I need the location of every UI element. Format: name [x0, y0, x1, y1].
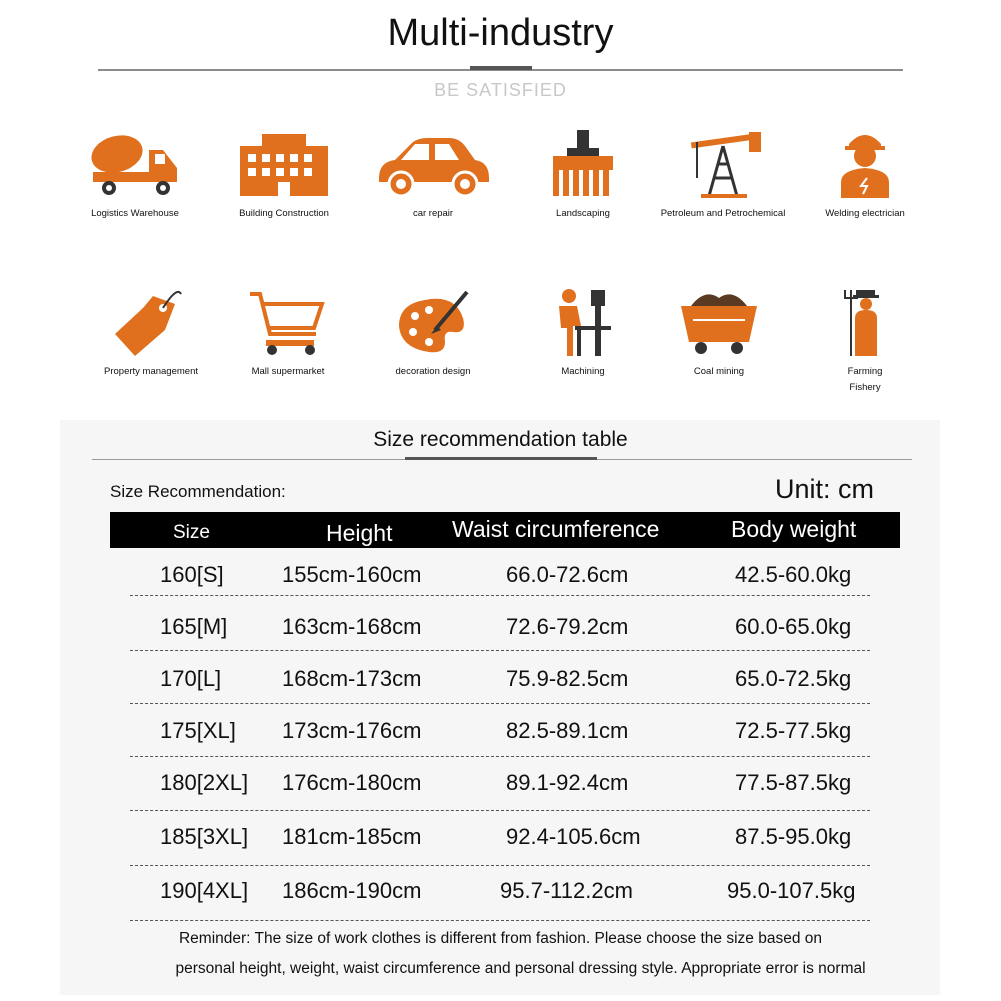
- industry-label: Petroleum and Petrochemical: [660, 208, 786, 219]
- cell-size: 190[4XL]: [160, 878, 249, 903]
- industry-item-logistics: [60, 128, 210, 222]
- cell-waist: 82.5-89.1cm: [506, 718, 629, 743]
- cell-height: 186cm-190cm: [282, 878, 422, 903]
- cement-truck-icon: [87, 128, 183, 200]
- farmer-icon: [817, 286, 913, 358]
- cell-weight: 60.0-65.0kg: [735, 614, 852, 639]
- drill-press-icon: [535, 286, 631, 358]
- cell-waist: 66.0-72.6cm: [506, 562, 629, 587]
- cell-height: 168cm-173cm: [282, 666, 422, 691]
- column-header-height: Height: [326, 520, 393, 546]
- row-divider: [130, 650, 870, 651]
- industry-item-welding: [790, 128, 940, 222]
- industry-label: Machining: [561, 366, 605, 377]
- industry-label: Property management: [104, 366, 198, 377]
- size-section-divider-accent: [405, 457, 597, 460]
- row-divider: [130, 756, 870, 757]
- size-section-title: Size recommendation table: [373, 428, 628, 451]
- industry-item-car-repair: [358, 128, 508, 222]
- cell-waist: 89.1-92.4cm: [506, 770, 629, 795]
- cell-height: 176cm-180cm: [282, 770, 422, 795]
- industry-item-coal-mining: [644, 286, 794, 380]
- oil-pump-icon: [675, 128, 771, 200]
- shopping-cart-icon: [240, 286, 336, 358]
- table-row: [130, 760, 870, 812]
- industry-label: Mall supermarket: [251, 366, 325, 377]
- industry-item-mall: [213, 286, 363, 380]
- cell-weight: 42.5-60.0kg: [735, 562, 852, 587]
- cell-waist: 95.7-112.2cm: [500, 878, 633, 903]
- cell-size: 165[M]: [160, 614, 228, 639]
- subtitle: BE SATISFIED: [434, 80, 567, 100]
- row-divider: [130, 920, 870, 921]
- paint-palette-icon: [385, 286, 481, 358]
- cell-weight: 65.0-72.5kg: [735, 666, 852, 691]
- size-recommendation-label: Size Recommendation:: [110, 482, 286, 501]
- worker-icon: [817, 128, 913, 200]
- industry-item-machining: [508, 286, 658, 380]
- industry-item-decoration: [358, 286, 508, 380]
- cell-size: 180[2XL]: [160, 770, 249, 795]
- reminder-line-1: Reminder: The size of work clothes is different from fashion. Please choose the size based on: [178, 930, 822, 947]
- industry-label-2: Fishery: [849, 382, 881, 393]
- cell-size: 160[S]: [160, 562, 224, 587]
- row-divider: [130, 595, 870, 596]
- industry-label: Logistics Warehouse: [91, 208, 179, 219]
- table-row: [130, 604, 870, 656]
- column-header-size: Size: [173, 522, 210, 543]
- row-divider: [130, 810, 870, 811]
- cell-weight: 72.5-77.5kg: [735, 718, 852, 743]
- column-header-weight: Body weight: [731, 516, 857, 542]
- car-icon: [373, 128, 493, 200]
- industry-label: Landscaping: [556, 208, 610, 219]
- cell-waist: 75.9-82.5cm: [506, 666, 629, 691]
- reminder-line-2: personal height, weight, waist circumference and personal dressing style. Appropriate error is normal: [175, 960, 866, 977]
- cell-waist: 72.6-79.2cm: [506, 614, 629, 639]
- cell-height: 163cm-168cm: [282, 614, 422, 639]
- column-header-waist: Waist circumference: [452, 516, 660, 542]
- industry-item-building: [209, 128, 359, 222]
- cell-waist: 92.4-105.6cm: [506, 824, 641, 849]
- cell-weight: 77.5-87.5kg: [735, 770, 852, 795]
- price-tag-icon: [103, 286, 199, 358]
- industry-item-property: [76, 286, 226, 380]
- cell-size: 170[L]: [160, 666, 222, 691]
- industry-label: car repair: [412, 208, 454, 219]
- size-table-header: [110, 512, 900, 548]
- industry-label: Coal mining: [693, 366, 745, 377]
- cell-size: 175[XL]: [160, 718, 236, 743]
- cell-weight: 95.0-107.5kg: [727, 878, 856, 903]
- industry-item-landscaping: [508, 128, 658, 222]
- cell-height: 181cm-185cm: [282, 824, 422, 849]
- cell-height: 173cm-176cm: [282, 718, 422, 743]
- table-row: [130, 552, 870, 604]
- cell-weight: 87.5-95.0kg: [735, 824, 852, 849]
- table-row: [130, 868, 870, 920]
- row-divider: [130, 703, 870, 704]
- unit-label: Unit: cm: [775, 474, 875, 504]
- mine-cart-icon: [671, 286, 767, 358]
- table-row: [130, 708, 870, 760]
- table-row: [130, 656, 870, 708]
- industry-label: decoration design: [395, 366, 471, 377]
- industry-label: Building Construction: [239, 208, 329, 219]
- brush-icon: [535, 128, 631, 200]
- page-title: Multi-industry: [387, 12, 614, 54]
- industry-label: Farming: [847, 366, 883, 377]
- cell-height: 155cm-160cm: [282, 562, 422, 587]
- building-icon: [236, 128, 332, 200]
- cell-size: 185[3XL]: [160, 824, 249, 849]
- industry-label: Welding electrician: [825, 208, 905, 219]
- industry-item-farming: [790, 286, 940, 396]
- industry-item-petroleum: [648, 128, 798, 222]
- row-divider: [130, 865, 870, 866]
- table-row: [130, 814, 870, 866]
- title-divider-accent: [470, 66, 532, 70]
